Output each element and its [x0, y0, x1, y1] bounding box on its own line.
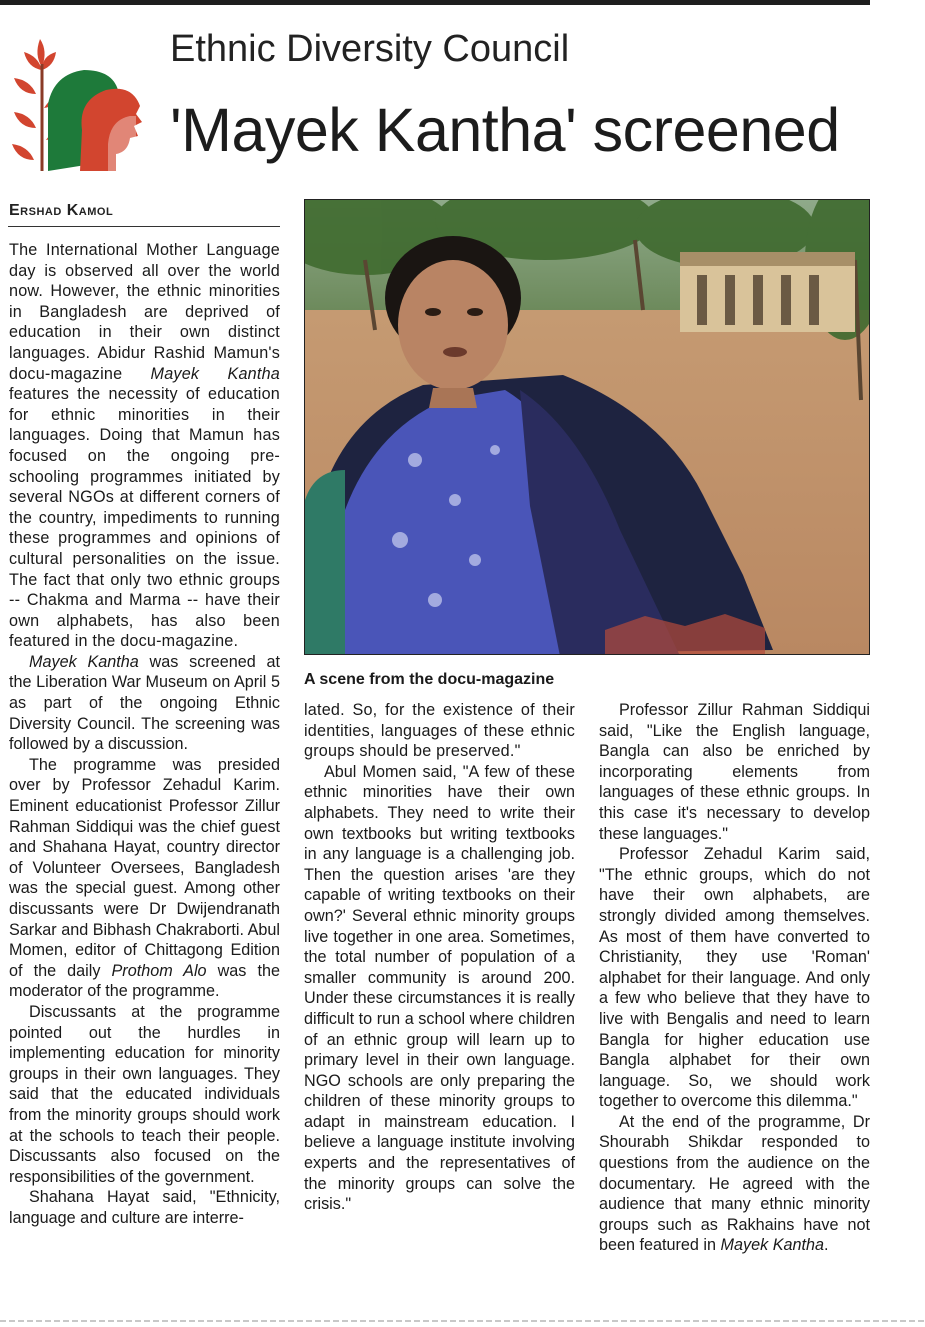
- paragraph: The International Mother Language day is observed all over the world now. However, the ethnic minorities in Bangladesh are deprived of education in their own distinct languages. Abidur Rashid Mamun's docu-magazine Mayek Kantha features the necessity of education for ethnic minorities in their languages. Doing that Mamun has focused on the ongoing pre-schooling programmes initiated by several NGOs at different corners of the country, impediments to running these programmes and opinions of cultural personalities on the issue. The fact that only two ethnic groups -- Chakma and Marma -- have their own alphabets, has also been featured in the docu-magazine.: [9, 241, 280, 651]
- paragraph: Mayek Kantha was screened at the Liberation War Museum on April 5 as part of the ongoing Ethnic Diversity Council. The screening was followed by a discussion.: [9, 652, 280, 754]
- photo-caption: A scene from the docu-magazine: [304, 671, 555, 688]
- council-logo-icon: [10, 34, 143, 171]
- paragraph: At the end of the programme, Dr Shourabh Shikdar responded to questions from the audience on the documentary. He agreed with the audience that many ethnic minority groups such as Rakhains have not been featured in Mayek Kantha.: [599, 1112, 870, 1255]
- paragraph: lated. So, for the existence of their identities, languages of these ethnic groups should be preserved.": [304, 701, 575, 761]
- byline-rule: [8, 226, 280, 227]
- paragraph: The programme was presided over by Professor Zehadul Karim. Eminent educationist Professor Zillur Rahman Siddiqui was the chief guest and Shahana Hayat, country director of Volunteer Oversees, Bangladesh was the special guest. Among other discussants were Dr Dwijendranath Sarkar and Bibhash Chakraborti. Abul Momen, editor of Chittagong Edition of the daily Prothom Alo was the moderator of the programme.: [9, 755, 280, 1001]
- article-column-1: [9, 240, 280, 1229]
- paragraph: Professor Zehadul Karim said, "The ethnic groups, which do not have their own alphabets, are strongly divided among themselves. As most of them have converted to Christianity, they use 'Roman' alphabet for their language. And only a few who believe that they have to live with Bengalis and need to learn Bangla for higher education use Bangla alphabet for their own language. So, we should work together to overcome this dilemma.": [599, 845, 870, 1111]
- article-column-3: [599, 700, 870, 1256]
- article-column-2: [304, 700, 575, 1215]
- top-rule: [0, 0, 870, 5]
- headline: 'Mayek Kantha' screened: [170, 96, 840, 164]
- bottom-rule: [0, 1320, 925, 1322]
- section-kicker: Ethnic Diversity Council: [170, 28, 570, 70]
- paragraph: Abul Momen said, "A few of these ethnic minorities have their own alphabets. They need to write their own textbooks but writing textbooks in any language is a challenging job. Then the question arises 'are they capable of writing textbooks on their own?' Several ethnic minority groups live together in one area. Sometimes, the total number of population of a smaller community is around 200. Under these circumstances it is really difficult to run a school where children of an ethnic group will learn up to primary level in their own language. NGO schools are only preparing the children of these minority groups to adapt in mainstream education. I believe a language institute involving experts and the representatives of the minority groups can solve the crisis.": [304, 762, 575, 1214]
- byline: Ershad Kamol: [9, 202, 114, 219]
- paragraph: Professor Zillur Rahman Siddiqui said, "Like the English language, Bangla can also be enriched by incorporating elements from languages of these ethnic groups. In this case it's necessary to develop these languages.": [599, 701, 870, 843]
- article-photo: [304, 199, 870, 655]
- paragraph: Discussants at the programme pointed out the hurdles in implementing education for minority groups in their own languages. They said that the educated individuals from the minority groups should work at the schools to teach their people. Discussants also focused on the responsibilities of the government.: [9, 1002, 280, 1186]
- paragraph: Shahana Hayat said, "Ethnicity, language and culture are interre-: [9, 1188, 280, 1227]
